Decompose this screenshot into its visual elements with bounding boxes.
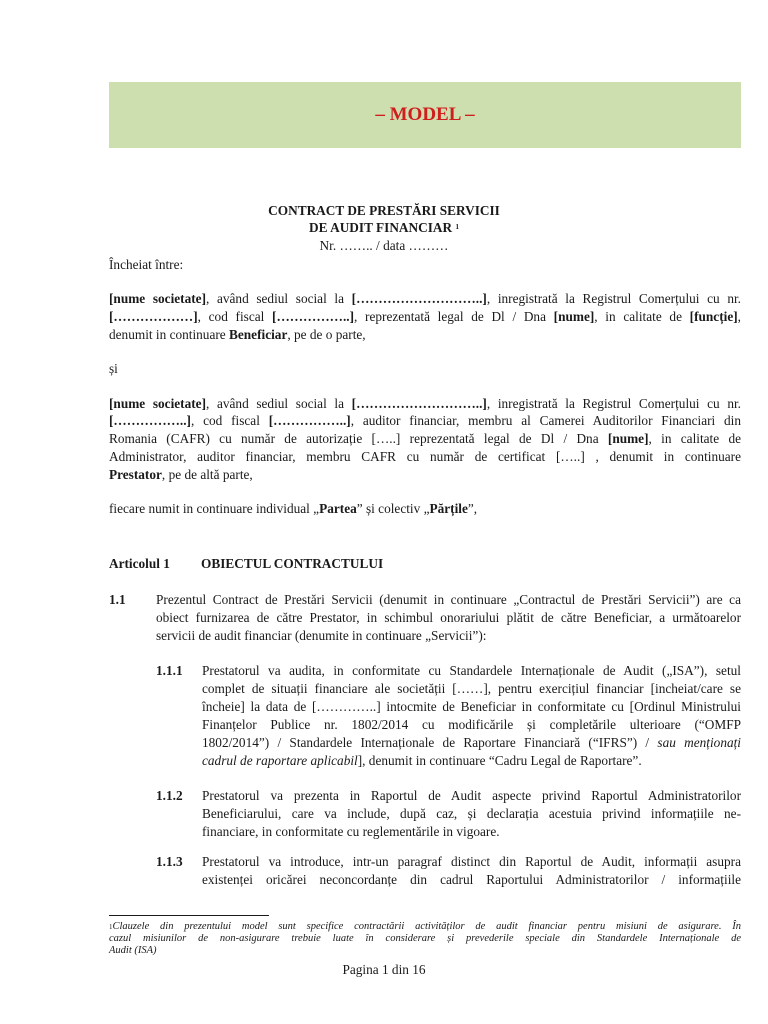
page-number: Pagina 1 din 16 (342, 962, 426, 977)
banner-label: – MODEL – (375, 104, 475, 125)
contract-number: Nr. …….. / data ……… (319, 238, 449, 253)
section-1-1-2-line3: financiare, in conformitate cu reglementările in vigoare. (202, 824, 500, 839)
section-1-1-number: 1.1 (109, 592, 126, 607)
and-separator: și (109, 361, 118, 376)
parties-definition: fiecare numit in continuare individual „Partea” și colectiv „Părțile”, (109, 501, 478, 516)
section-1-1-1-line6: cadrul de raportare aplicabil], denumit in continuare “Cadru Legal de Raportare”. (202, 753, 642, 768)
section-1-1-1-line5: 1802/2014”) / Standardele Internaționale de Raportare Financiară (“IFRS”) / sau menționați (202, 735, 741, 750)
section-1-1-2-line2: Beneficiarului, care va include, după caz, și declarația acestuia privind informațiile ne- (202, 806, 741, 821)
section-1-1-1-number: 1.1.1 (156, 663, 183, 678)
party1-line3: denumit in continuare Beneficiar, pe de o parte, (109, 327, 366, 342)
section-1-1-3-number: 1.1.3 (156, 854, 183, 869)
party2-line1: [nume societate], având sediul social la [………………………..], inregistrată la Registrul Comerțului cu nr. (109, 396, 741, 411)
contract-title-line2: DE AUDIT FINANCIAR $^1$ (309, 220, 459, 235)
party1-line2: [………………], cod fiscal [……………..], reprezentată legal de Dl / Dna [nume], in calitate de [funcție], (109, 309, 741, 324)
section-1-1-2-number: 1.1.2 (156, 788, 183, 803)
section-1-1-1-line2: complet de situații financiare ale societății [……], pentru exercițiul financiar [incheiat/care se (202, 681, 741, 696)
section-1-1-line3: servicii de audit financiar (denumite in continuare „Servicii”): (156, 628, 487, 643)
footnote-line2: cazul misiunilor de non-asigurare trebuie luate în considerare și prevederile speciale din Standardele Internaționale de (109, 933, 741, 944)
article-title: OBIECTUL CONTRACTULUI (201, 556, 384, 571)
section-1-1-line1: Prezentul Contract de Prestări Servicii (denumit in continuare „Contractul de Prestări Servicii”) are ca (156, 592, 741, 607)
party2-line2: [……………..], cod fiscal [……………..], auditor financiar, membru al Camerei Auditorilor Financiari din (109, 413, 741, 428)
footnote-line3: Audit (ISA) (109, 945, 157, 956)
section-1-1-2-line1: Prestatorul va prezenta in Raportul de Audit aspecte privind Raportul Administratorilor (202, 788, 741, 803)
section-1-1-1-line4: Finanțelor Publice nr. 1802/2014 cu modificările și completările ulterioare (“OMFP (202, 717, 741, 732)
article-number: Articolul 1 (109, 556, 170, 571)
party2-line4: Administrator, auditor financiar, membru CAFR cu număr de certificat […..] , denumit in continuare (109, 449, 741, 464)
section-1-1-3-line2: existenței oricărei neconcordanțe din cadrul Raportului Administratorilor / informațiile (202, 872, 741, 887)
footnote-ref[interactable]: 1 (455, 223, 459, 231)
model-banner (109, 82, 741, 148)
section-1-1-1-line1: Prestatorul va audita, in conformitate cu Standardele Internaționale de Audit („ISA”), setul (202, 663, 741, 678)
footnote-line1: $^1$Clauzele din prezentului model sunt specifice contractării activităților de audit financiar pentru misiuni de asigurare. În (109, 921, 741, 932)
footnote-separator (109, 915, 269, 916)
section-1-1-1-line3: încheie] la data de […………..] intocmite de Beneficiar in conformitate cu [Ordinul Ministrului (202, 699, 741, 714)
section-1-1-line2: obiect furnizarea de către Prestator, in schimbul onorariului plătit de către Beneficiar, a următoarelor (156, 610, 741, 625)
section-1-1-3-line1: Prestatorul va introduce, intr-un paragraf distinct din Raportul de Audit, informații asupra (202, 854, 741, 869)
contract-title-line1: CONTRACT DE PRESTĂRI SERVICII (268, 203, 500, 218)
party2-line3: Romania (CAFR) cu număr de autorizație […..] reprezentată legal de Dl / Dna [nume], in calitate de (109, 431, 741, 446)
party2-line5: Prestator, pe de altă parte, (109, 467, 253, 482)
intro-text: Încheiat între: (109, 257, 184, 272)
party1-line1: [nume societate], având sediul social la [………………………..], inregistrată la Registrul Comerțului cu nr. (109, 291, 741, 306)
